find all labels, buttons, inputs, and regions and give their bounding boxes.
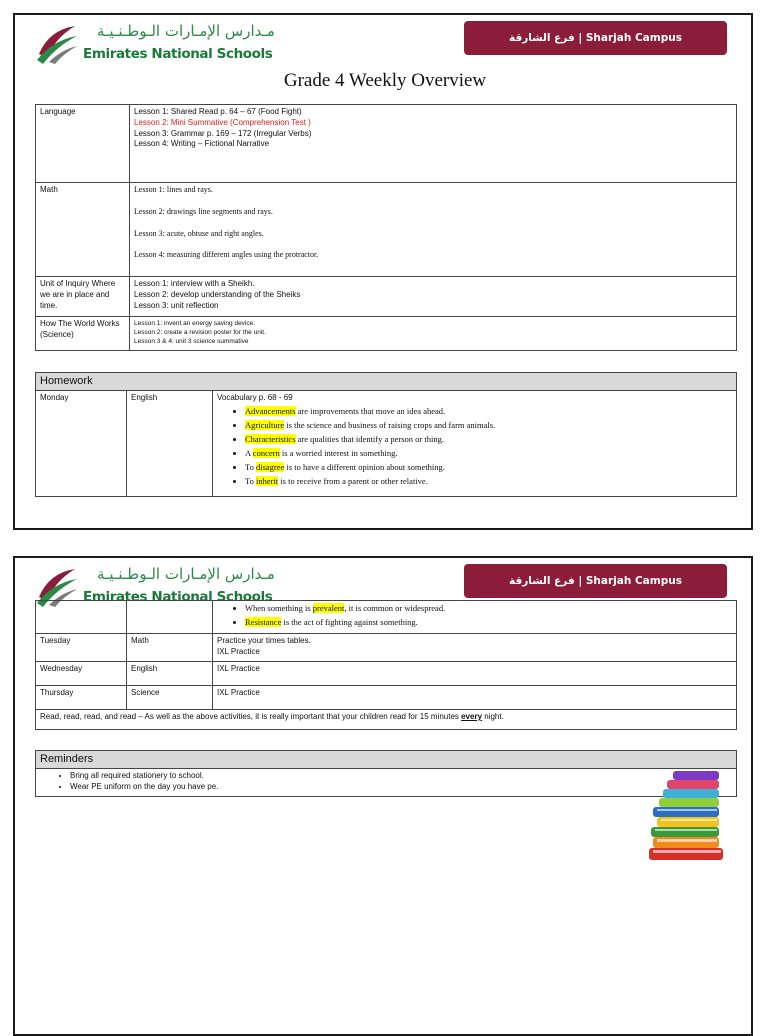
- lesson-item: Lesson 1: Shared Read p. 64 – 67 (Food Fight): [134, 107, 302, 116]
- homework-subject: Science: [127, 686, 213, 710]
- reading-note: Read, read, read, and read – As well as the above activities, it is really important that your children read for 15 minutes every night.: [36, 710, 737, 730]
- lesson-item: Lesson 3: unit reflection: [134, 300, 219, 310]
- homework-row: [36, 601, 737, 634]
- subject-row: [36, 105, 737, 183]
- homework-row: [36, 390, 737, 496]
- homework-tasks: [213, 686, 737, 710]
- homework-subject: English: [127, 662, 213, 686]
- homework-subject: Math: [127, 634, 213, 662]
- logo-swoosh-icon: [35, 24, 79, 64]
- reminders-list: [36, 768, 737, 796]
- campus-banner: فرع الشارقة | Sharjah Campus: [464, 564, 727, 598]
- lesson-item: Lesson 4: Writing – Fictional Narrative: [134, 139, 270, 149]
- reminder-item: • Wear PE uniform on the day you have pe.: [70, 782, 732, 793]
- book-stack-illustration: [643, 768, 729, 864]
- subject-name: Language: [36, 105, 130, 183]
- vocab-title: Vocabulary p. 68 - 69: [217, 392, 293, 402]
- vocab-item: • To disagree is to have a different opinion about something.: [245, 460, 732, 474]
- homework-row: [36, 662, 737, 686]
- homework-tasks: [213, 662, 737, 686]
- school-logo: [35, 22, 285, 68]
- vocab-item: • To inherit is to receive from a parent or other relative.: [245, 474, 732, 488]
- homework-row: [36, 686, 737, 710]
- page-2: [13, 556, 753, 1036]
- lesson-item: Lesson 3: acute, obtuse and right angles.: [134, 228, 264, 238]
- reminders-heading: Reminders: [36, 751, 737, 769]
- lesson-item: Lesson 2: develop understanding of the Sheiks: [134, 289, 301, 299]
- school-name-english: Emirates National Schools: [83, 589, 273, 605]
- lesson-item: Lesson 2: drawings line segments and rays.: [134, 206, 273, 216]
- homework-subject: English: [127, 390, 213, 496]
- lesson-list: [130, 183, 737, 277]
- homework-day: Monday: [36, 390, 127, 496]
- subject-name: Unit of Inquiry Where we are in place and time.: [36, 277, 130, 317]
- subject-name: Math: [36, 183, 130, 277]
- lesson-item: Lesson 3: Grammar p. 169 – 172 (Irregular Verbs): [134, 128, 312, 138]
- lesson-list: [130, 277, 737, 317]
- homework-heading: Homework: [36, 373, 737, 391]
- homework-day: Thursday: [36, 686, 127, 710]
- homework-day: Tuesday: [36, 634, 127, 662]
- page-1: [13, 13, 753, 530]
- lesson-item: Lesson 1: invent an energy saving device.: [134, 320, 256, 327]
- lesson-item: Lesson 2: create a revision poster for the unit.: [134, 329, 266, 337]
- lesson-item: Lesson 1: lines and rays.: [134, 185, 213, 194]
- subjects-table: [35, 104, 737, 351]
- task-item: IXL Practice: [217, 664, 260, 673]
- vocab-item: • Advancements are improvements that move an idea ahead.: [245, 404, 732, 418]
- lesson-item: Lesson 2: Mini Summative (Comprehension Test ): [134, 117, 311, 127]
- task-item: Practice your times tables.: [217, 636, 311, 645]
- homework-tasks: [213, 601, 737, 634]
- school-name-english: Emirates National Schools: [83, 46, 273, 62]
- lesson-list: [130, 105, 737, 183]
- reminder-item: • Bring all required stationery to school.: [70, 771, 732, 782]
- subject-name: How The World Works (Science): [36, 317, 130, 351]
- homework-tasks: [213, 634, 737, 662]
- vocab-item: • Resistance is the act of fighting against something.: [245, 615, 732, 629]
- vocab-item: • Agriculture is the science and business of raising crops and farm animals.: [245, 418, 732, 432]
- vocab-item: • When something is prevalent, it is common or widespread.: [245, 601, 732, 615]
- page-title: Grade 4 Weekly Overview: [283, 70, 487, 91]
- reminders-row: [36, 768, 737, 796]
- reminders-heading-row: [36, 751, 737, 769]
- vocab-item: • A concern is a worried interest in something.: [245, 446, 732, 460]
- task-item: IXL Practice: [217, 646, 260, 656]
- school-name-arabic: مـدارس الإمـارات الـوطـنـيـة: [97, 22, 275, 40]
- homework-row: [36, 634, 737, 662]
- lesson-item: Lesson 4: measuring different angles using the protractor.: [134, 250, 319, 260]
- subject-row: [36, 183, 737, 277]
- homework-table: [35, 372, 737, 497]
- school-name-arabic: مـدارس الإمـارات الـوطـنـيـة: [97, 565, 275, 583]
- vocab-list: [217, 601, 732, 629]
- homework-tasks: [213, 390, 737, 496]
- vocab-list: [217, 404, 732, 488]
- vocab-item: • Characteristics are qualities that identify a person or thing.: [245, 432, 732, 446]
- homework-day: Wednesday: [36, 662, 127, 686]
- reading-note-row: [36, 710, 737, 730]
- task-item: IXL Practice: [217, 688, 260, 697]
- campus-banner: فرع الشارقة | Sharjah Campus: [464, 21, 727, 55]
- lesson-item: Lesson 1: interview with a Sheikh.: [134, 279, 255, 288]
- homework-continued-table: [35, 600, 737, 730]
- lesson-list: [130, 317, 737, 351]
- lesson-item: Lesson 3 & 4: unit 3 science summative: [134, 338, 249, 346]
- subject-row: [36, 277, 737, 317]
- reminders-table: [35, 750, 737, 797]
- homework-heading-row: [36, 373, 737, 391]
- subject-row: [36, 317, 737, 351]
